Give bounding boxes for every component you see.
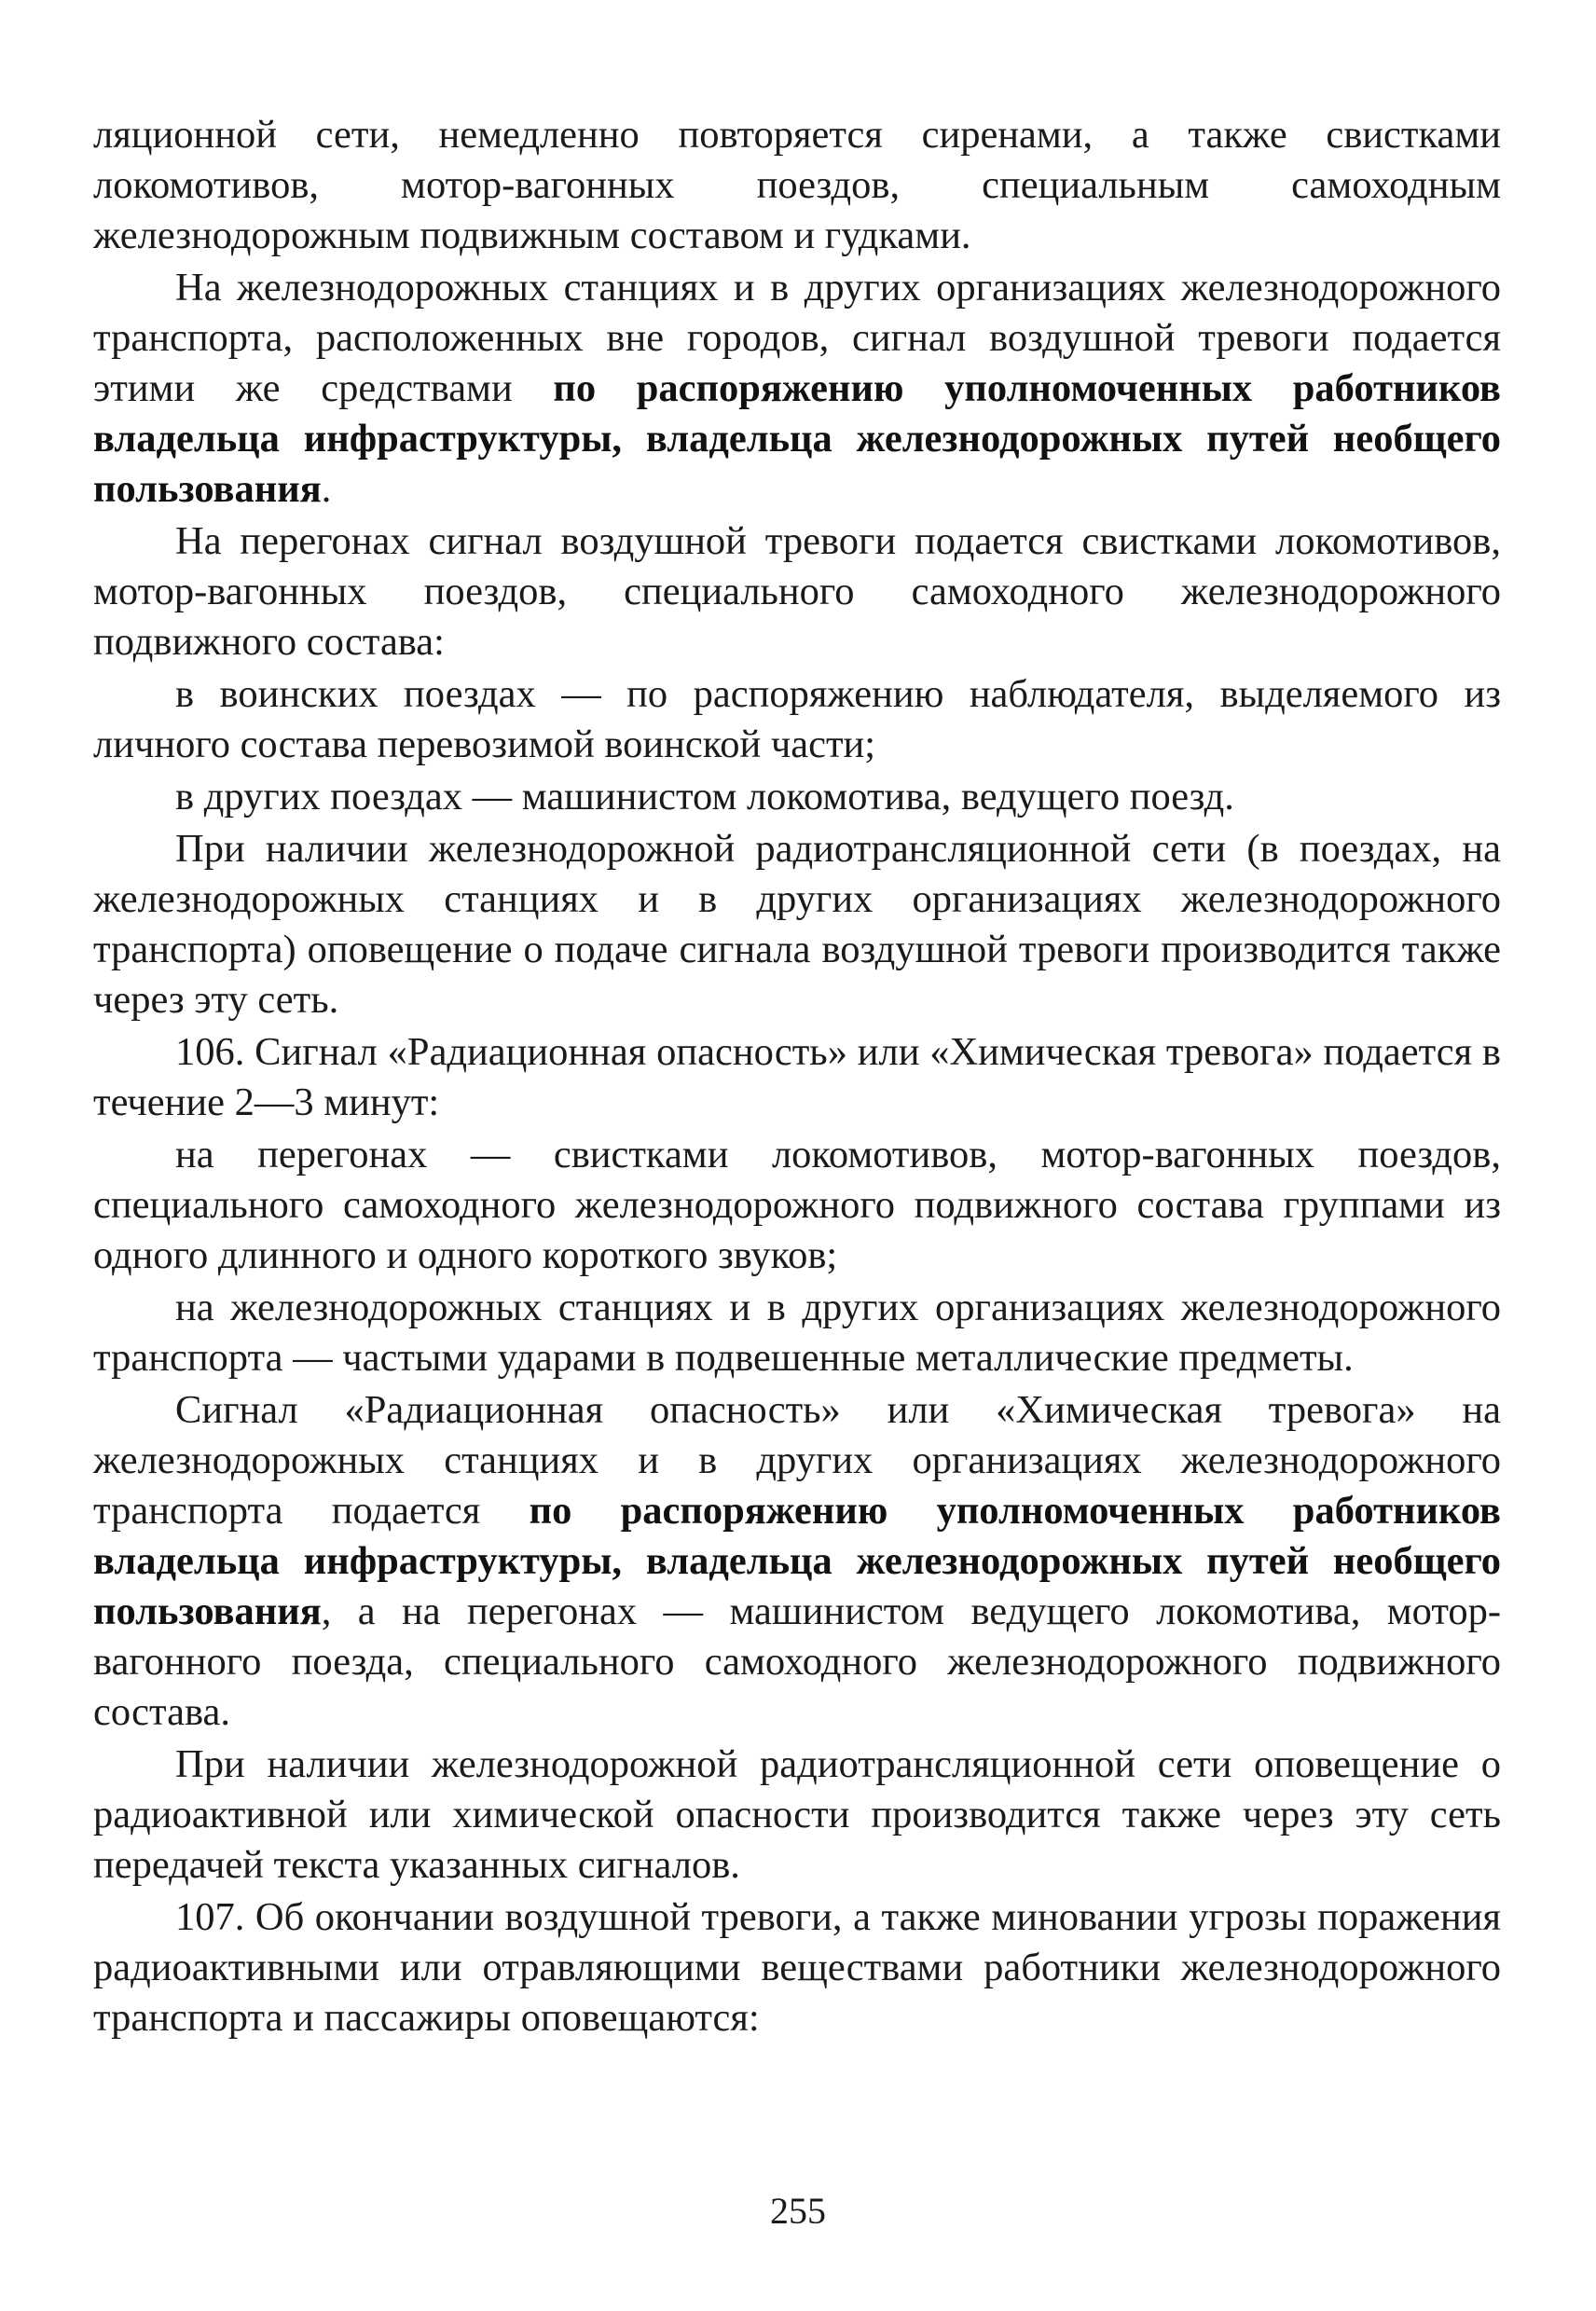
paragraph-text: На железнодорожных станциях и в других организациях железнодорожного транспорта, расположенных вне городов, сигнал воздушной тревоги подается этими же средствами xyxy=(93,266,1501,410)
document-body xyxy=(93,110,1501,2045)
paragraph-text: 107. Об окончании воздушной тревоги, а также миновании угрозы поражения радиоактивными или отравляющими веществами работники железнодорожного транспорта и пассажиры оповещаются: xyxy=(93,1895,1501,2040)
paragraph xyxy=(93,1385,1501,1738)
paragraph-text: 106. Сигнал «Радиационная опасность» или «Химическая тревога» подается в течение 2—3 минут: xyxy=(93,1030,1501,1124)
paragraph xyxy=(93,669,1501,770)
paragraph xyxy=(93,1130,1501,1281)
paragraph xyxy=(93,1283,1501,1383)
paragraph-text: в других поездах — машинистом локомотива, ведущего поезд. xyxy=(175,775,1234,818)
paragraph-text: При наличии железнодорожной радиотрансляционной сети оповещение о радиоактивной или химической опасности производится также через эту сеть передачей текста указанных сигналов. xyxy=(93,1742,1501,1887)
paragraph xyxy=(93,263,1501,515)
paragraph-text: на перегонах — свистками локомотивов, мотор-вагонных поездов, специального самоходного железнодорожного подвижного состава группами из одного длинного и одного короткого звуков; xyxy=(93,1133,1501,1277)
paragraph-text: в воинских поездах — по распоряжению наблюдателя, выделяемого из личного состава перевозимой воинской части; xyxy=(93,672,1501,766)
paragraph xyxy=(93,110,1501,261)
paragraph-text: При наличии железнодорожной радиотрансляционной сети (в поездах, на железнодорожных станциях и в других организациях железнодорожного транспорта) оповещение о подаче сигнала воздушной тревоги производится также через эту сеть. xyxy=(93,827,1501,1022)
paragraph-text: , а на перегонах — машинистом ведущего локомотива, мотор-вагонного поезда, специального самоходного железнодорожного подвижного состава. xyxy=(93,1589,1501,1734)
paragraph-bold-text: по распоряжению уполномоченных работников владельца инфраструктуры, владельца железнодорожных путей необщего пользования xyxy=(93,366,1501,511)
paragraph-text: . xyxy=(321,467,332,511)
paragraph-text: Сигнал «Радиационная опасность» или «Химическая тревога» на железнодорожных станциях и в других организациях железнодорожного транспорта подается xyxy=(93,1388,1501,1533)
paragraph-text: на железнодорожных станциях и в других организациях железнодорожного транспорта — частыми ударами в подвешенные металлические предметы. xyxy=(93,1286,1501,1380)
paragraph-text: ляционной сети, немедленно повторяется сиренами, а также свистками локомотивов, мотор-вагонных поездов, специальным самоходным железнодорожным подвижным составом и гудками. xyxy=(93,113,1501,257)
paragraph xyxy=(93,1027,1501,1128)
paragraph-text: На перегонах сигнал воздушной тревоги подается свистками локомотивов, мотор-вагонных поездов, специального самоходного железнодорожного подвижного состава: xyxy=(93,519,1501,664)
page-number: 255 xyxy=(770,2190,826,2232)
paragraph xyxy=(93,772,1501,822)
paragraph xyxy=(93,824,1501,1025)
paragraph xyxy=(93,1892,1501,2043)
paragraph xyxy=(93,1740,1501,1891)
paragraph xyxy=(93,516,1501,667)
paragraph-bold-text: по распоряжению уполномоченных работников владельца инфраструктуры, владельца железнодорожных путей необщего пользования xyxy=(93,1489,1501,1633)
